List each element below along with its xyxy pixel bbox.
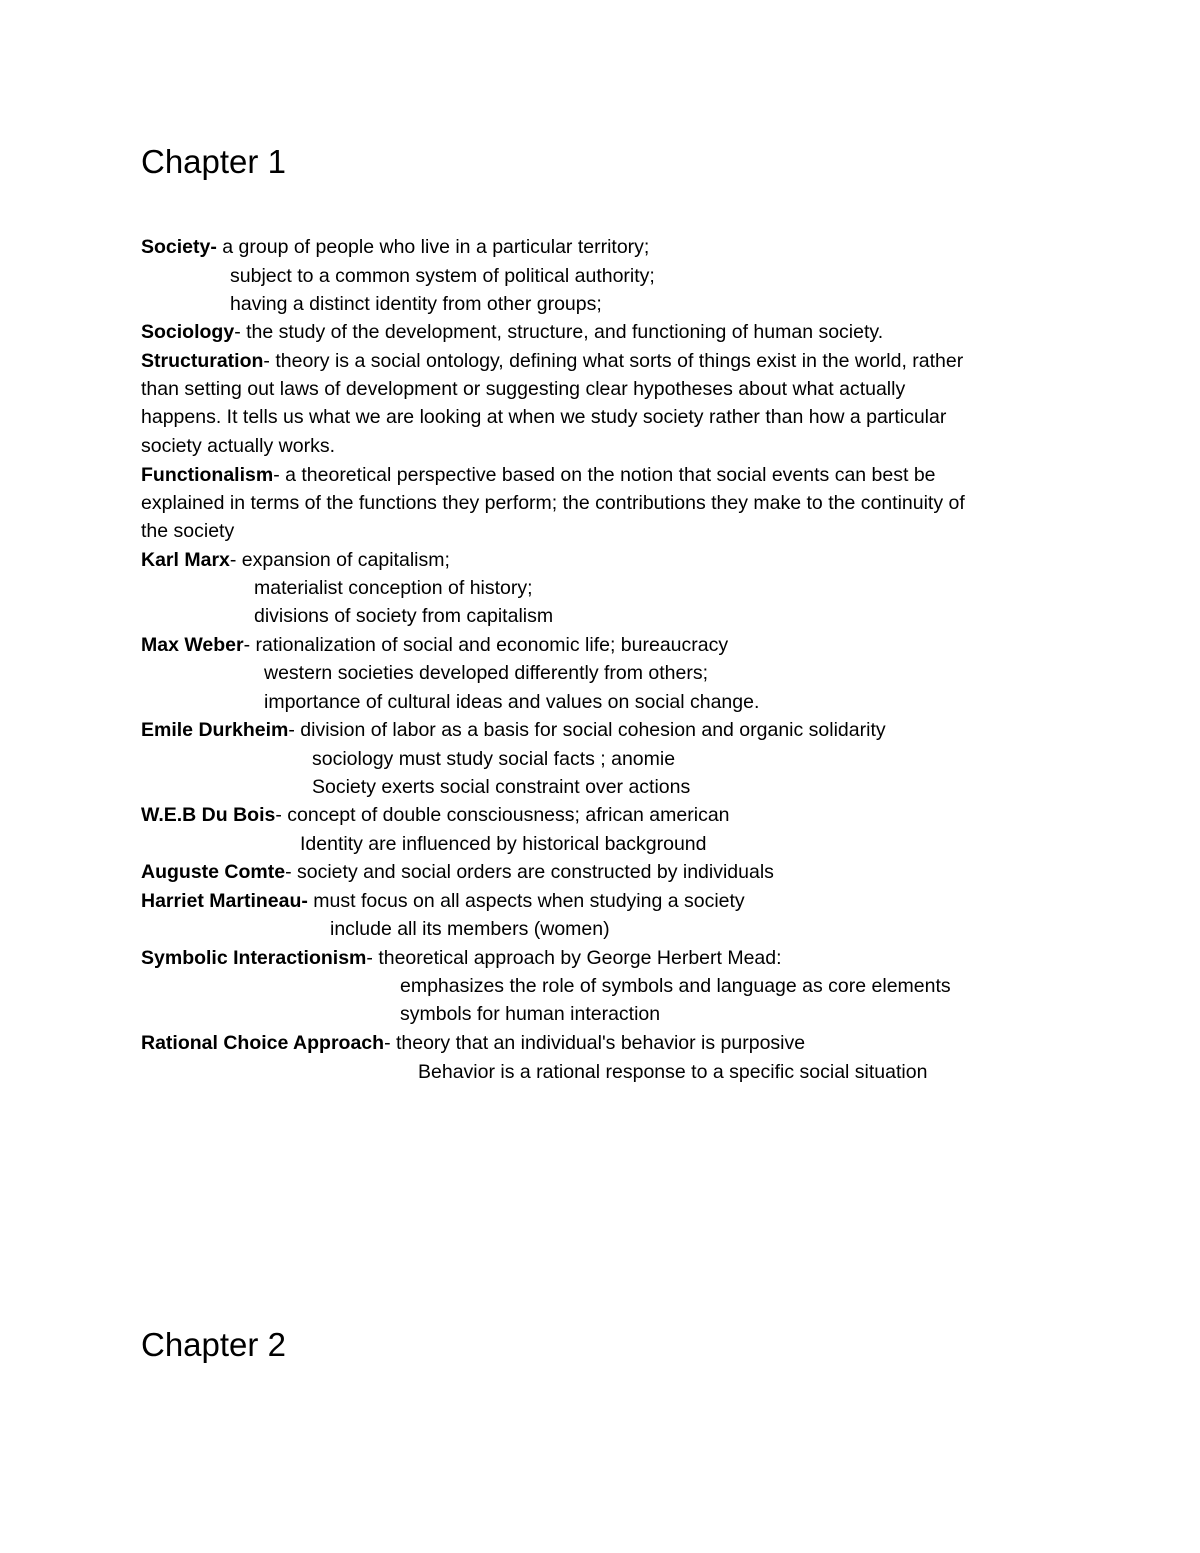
definition-text: - theory that an individual's behavior is purposive xyxy=(384,1032,806,1054)
definition-line xyxy=(141,944,782,972)
definition-line xyxy=(141,318,883,346)
continuation-line xyxy=(141,489,965,517)
chapter-2-heading: Chapter 2 xyxy=(141,1326,286,1363)
definition-line xyxy=(141,233,649,261)
continuation-line xyxy=(330,915,610,943)
definition-line xyxy=(141,631,728,659)
definition-text: a group of people who live in a particular territory; xyxy=(216,236,650,258)
definition-text: divisions of society from capitalism xyxy=(254,605,554,627)
definition-line xyxy=(141,887,745,915)
definition-text: - theoretical approach by George Herbert Mead: xyxy=(366,947,782,969)
definition-text: must focus on all aspects when studying a society xyxy=(307,890,745,912)
continuation-line xyxy=(400,972,951,1000)
definition-text: society actually works. xyxy=(141,435,335,457)
definition-term: Max Weber xyxy=(141,634,244,656)
definition-text: Identity are influenced by historical background xyxy=(300,833,707,855)
definition-term: Society- xyxy=(141,236,217,258)
continuation-line xyxy=(312,745,675,773)
definition-text: having a distinct identity from other groups; xyxy=(230,293,602,315)
definition-term: Structuration xyxy=(141,350,264,372)
definition-text: include all its members (women) xyxy=(330,918,610,940)
definition-term: Functionalism xyxy=(141,464,274,486)
continuation-line xyxy=(141,517,234,545)
definition-line xyxy=(141,801,730,829)
definition-line xyxy=(141,347,963,375)
continuation-line xyxy=(230,262,655,290)
continuation-line xyxy=(141,403,946,431)
definition-text: - concept of double consciousness; african american xyxy=(275,804,730,826)
definition-line xyxy=(141,546,450,574)
definition-text: - expansion of capitalism; xyxy=(229,549,450,571)
chapter-1-heading: Chapter 1 xyxy=(141,143,286,180)
definition-text: than setting out laws of development or suggesting clear hypotheses about what actually xyxy=(141,378,906,400)
continuation-line xyxy=(264,688,759,716)
definition-text: the society xyxy=(141,520,235,542)
definition-term: Auguste Comte xyxy=(141,861,286,883)
continuation-line xyxy=(418,1058,927,1086)
definition-term: Sociology xyxy=(141,321,235,343)
definition-text: - society and social orders are constructed by individuals xyxy=(285,861,774,883)
definition-text: explained in terms of the functions they perform; the contributions they make to the continuity of xyxy=(141,492,965,514)
continuation-line xyxy=(400,1000,660,1028)
definition-text: sociology must study social facts ; anomie xyxy=(312,748,676,770)
definition-text: symbols for human interaction xyxy=(400,1003,661,1025)
definition-text: subject to a common system of political authority; xyxy=(230,265,655,287)
definition-term: Harriet Martineau- xyxy=(141,890,308,912)
definition-text: Society exerts social constraint over actions xyxy=(312,776,691,798)
definition-term: W.E.B Du Bois xyxy=(141,804,276,826)
definition-text: materialist conception of history; xyxy=(254,577,533,599)
definition-line xyxy=(141,716,886,744)
continuation-line xyxy=(141,432,335,460)
continuation-line xyxy=(264,659,708,687)
definition-text: - a theoretical perspective based on the notion that social events can best be xyxy=(273,464,936,486)
definition-line xyxy=(141,461,936,489)
definition-line xyxy=(141,1029,805,1057)
definition-text: - rationalization of social and economic life; bureaucracy xyxy=(243,634,729,656)
continuation-line xyxy=(312,773,690,801)
definition-text: - the study of the development, structure, and functioning of human society. xyxy=(234,321,884,343)
continuation-line xyxy=(141,375,905,403)
continuation-line xyxy=(230,290,602,318)
continuation-line xyxy=(254,574,533,602)
continuation-line xyxy=(300,830,707,858)
definition-term: Rational Choice Approach xyxy=(141,1032,385,1054)
continuation-line xyxy=(254,602,553,630)
definition-term: Karl Marx xyxy=(141,549,230,571)
definition-term: Emile Durkheim xyxy=(141,719,289,741)
definition-text: - division of labor as a basis for social cohesion and organic solidarity xyxy=(288,719,886,741)
definition-text: happens. It tells us what we are looking at when we study society rather than how a particular xyxy=(141,406,947,428)
definition-text: western societies developed differently from others; xyxy=(264,662,709,684)
definition-line xyxy=(141,858,774,886)
definition-text: Behavior is a rational response to a specific social situation xyxy=(418,1061,928,1083)
definition-text: - theory is a social ontology, defining what sorts of things exist in the world, rather xyxy=(263,350,964,372)
definition-text: importance of cultural ideas and values on social change. xyxy=(264,691,760,713)
definition-term: Symbolic Interactionism xyxy=(141,947,367,969)
definition-text: emphasizes the role of symbols and language as core elements xyxy=(400,975,951,997)
